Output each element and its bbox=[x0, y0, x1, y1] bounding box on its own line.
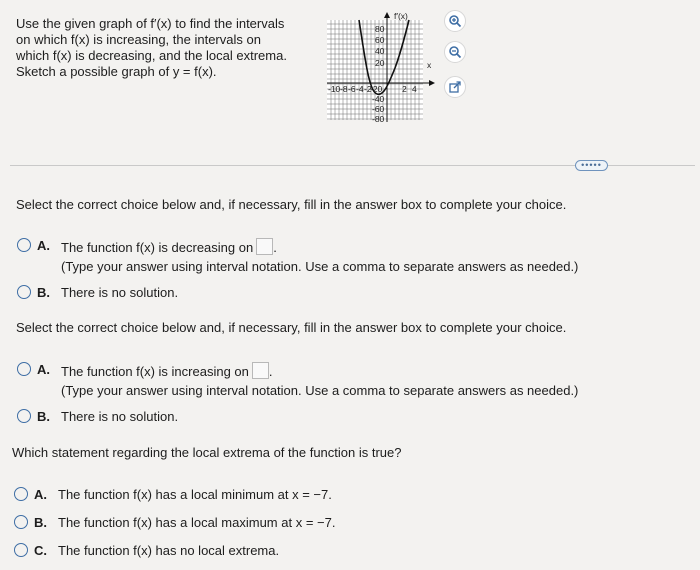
part1-option-a-radio[interactable] bbox=[17, 238, 31, 252]
y-tick-label: 20 bbox=[375, 58, 385, 68]
part1-option-b-letter: B. bbox=[37, 285, 50, 300]
external-link-icon bbox=[448, 80, 462, 94]
y-tick-label: 80 bbox=[375, 24, 385, 34]
part1-option-b-radio[interactable] bbox=[17, 285, 31, 299]
period: . bbox=[268, 364, 273, 379]
y-tick-label: 40 bbox=[375, 46, 385, 56]
part3-option-a-text: The function f(x) has a local minimum at x = −7. bbox=[58, 487, 332, 502]
part2-option-a-radio[interactable] bbox=[17, 362, 31, 376]
part2-option-b-text: There is no solution. bbox=[61, 409, 179, 424]
part3-option-b-text: The function f(x) has a local maximum at x = −7. bbox=[58, 515, 336, 530]
y-tick-label: -80 bbox=[372, 114, 385, 124]
part1-option-a-letter: A. bbox=[37, 238, 50, 253]
part2-instruction: Select the correct choice below and, if necessary, fill in the answer box to complete your choice. bbox=[16, 320, 567, 335]
x-tick-label: 2 bbox=[402, 84, 407, 94]
y-axis-label: f′(x) bbox=[394, 11, 408, 21]
part2-option-b-letter: B. bbox=[37, 409, 50, 424]
question-prompt bbox=[16, 16, 306, 80]
zoom-in-icon bbox=[448, 14, 462, 28]
part3-question: Which statement regarding the local extrema of the function is true? bbox=[12, 445, 402, 460]
prompt-line: Sketch a possible graph of y = f(x). bbox=[16, 64, 217, 79]
part3-option-b-radio[interactable] bbox=[14, 515, 28, 529]
part1-option-a bbox=[61, 238, 277, 255]
zoom-out-button[interactable] bbox=[444, 41, 466, 63]
prompt-line: Use the given graph of f′(x) to find the intervals bbox=[16, 16, 285, 31]
y-axis-arrow-icon bbox=[384, 12, 390, 18]
y-tick-label: 60 bbox=[375, 35, 385, 45]
x-tick-label: -10 bbox=[328, 84, 341, 94]
part3-option-c-radio[interactable] bbox=[14, 543, 28, 557]
part1-instruction: Select the correct choice below and, if necessary, fill in the answer box to complete your choice. bbox=[16, 197, 567, 212]
more-button[interactable]: ••••• bbox=[575, 160, 608, 171]
part1-answer-box[interactable] bbox=[256, 238, 273, 255]
y-tick-label: -20 bbox=[370, 84, 383, 94]
zoom-out-icon bbox=[448, 45, 462, 59]
part3-option-c-letter: C. bbox=[34, 543, 47, 558]
part1-option-a-hint: (Type your answer using interval notation. Use a comma to separate answers as needed.) bbox=[61, 259, 579, 274]
part2-option-a-hint: (Type your answer using interval notation. Use a comma to separate answers as needed.) bbox=[61, 383, 579, 398]
y-tick-label: -60 bbox=[372, 104, 385, 114]
part2-answer-box[interactable] bbox=[252, 362, 269, 379]
part2-option-b-radio[interactable] bbox=[17, 409, 31, 423]
zoom-in-button[interactable] bbox=[444, 10, 466, 32]
x-tick-label: 4 bbox=[412, 84, 417, 94]
y-tick-label: -40 bbox=[372, 94, 385, 104]
x-tick-label: -8 bbox=[340, 84, 348, 94]
part2-option-a bbox=[61, 362, 273, 379]
x-tick-label: -4 bbox=[356, 84, 364, 94]
popout-button[interactable] bbox=[444, 76, 466, 98]
derivative-graph bbox=[325, 8, 440, 126]
x-tick-label: -6 bbox=[348, 84, 356, 94]
part3-option-a-letter: A. bbox=[34, 487, 47, 502]
part3-option-c-text: The function f(x) has no local extrema. bbox=[58, 543, 280, 558]
part1-option-b-text: There is no solution. bbox=[61, 285, 179, 300]
x-tick-label: -2 bbox=[364, 84, 372, 94]
part3-option-a-radio[interactable] bbox=[14, 487, 28, 501]
part3-option-b-letter: B. bbox=[34, 515, 47, 530]
period: . bbox=[273, 240, 277, 255]
prompt-line: which f(x) is decreasing, and the local extrema. bbox=[16, 48, 287, 63]
part2-option-a-text: The function f(x) is increasing on bbox=[61, 364, 249, 379]
part2-option-a-letter: A. bbox=[37, 362, 50, 377]
part1-option-a-text: The function f(x) is decreasing on bbox=[61, 240, 254, 255]
x-axis-arrow-icon bbox=[429, 80, 435, 86]
x-axis-label: x bbox=[427, 60, 432, 70]
prompt-line: on which f(x) is increasing, the intervals on bbox=[16, 32, 261, 47]
